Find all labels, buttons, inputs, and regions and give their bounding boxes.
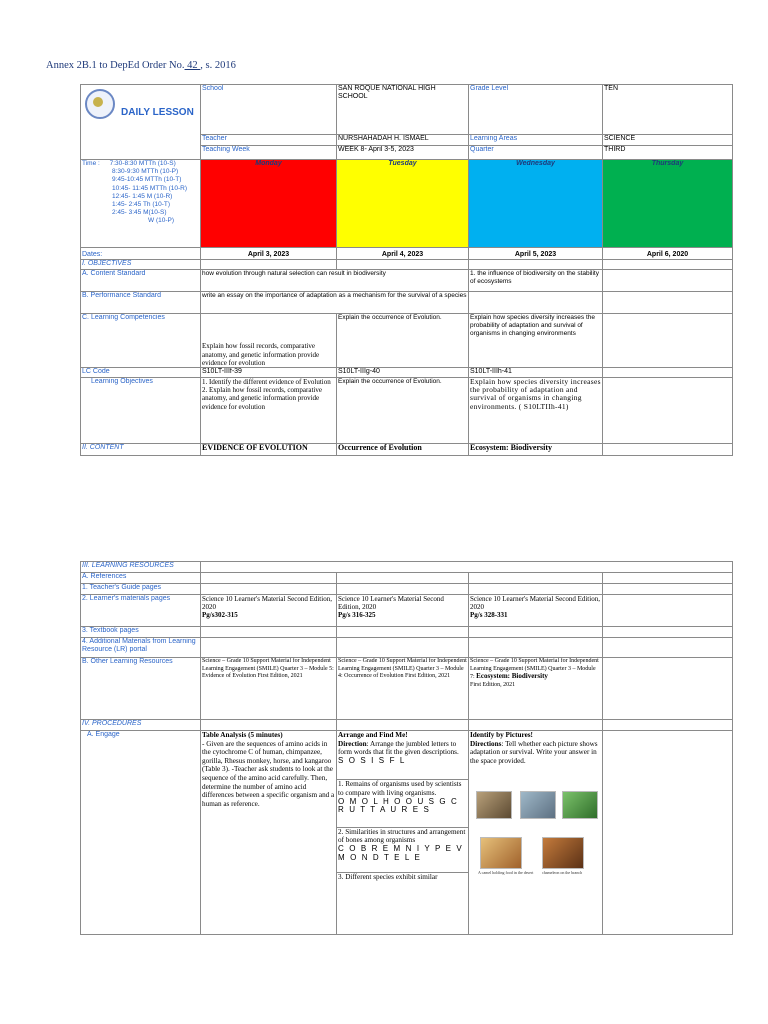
lc-code-wednesday: S10LT-IIIh-41 bbox=[469, 368, 603, 378]
objectives-label: I. OBJECTIVES bbox=[81, 260, 201, 270]
engage-body: - Given are the sequences of amino acids in the cytochrome C of human, chimpanzee, gorilla, Rhesus monkey, horse, and kangaroo (Table 3). -Teacher ask students to look at the sequence of the amino acid carefully. Then, determine the number of amino acid differences between a specific organism and a human as reference. bbox=[202, 739, 335, 808]
time-line: 10:45- 11:45 MTTh (10-R) bbox=[112, 184, 188, 192]
competency-tuesday: Explain the occurrence of Evolution. bbox=[337, 314, 469, 368]
lm-pages: Pg/s 328-331 bbox=[470, 611, 508, 620]
references-label: A. References bbox=[81, 573, 201, 584]
engage-monday bbox=[201, 731, 337, 935]
engage-label: A. Engage bbox=[81, 731, 201, 935]
jumble-question: 1. Remains of organisms used by scientists to compare with living organisms. bbox=[338, 780, 462, 797]
dates-label: Dates: bbox=[81, 248, 201, 260]
picture-caption: chameleon on the branch bbox=[542, 870, 583, 876]
lm-tuesday bbox=[337, 595, 469, 627]
daily-lesson-title: DAILY LESSON bbox=[121, 107, 194, 118]
animal-picture bbox=[476, 791, 512, 819]
teachers-guide-label: 1. Teacher's Guide pages bbox=[81, 584, 201, 595]
learning-objectives-label: Learning Objectives bbox=[81, 378, 201, 444]
chameleon-picture bbox=[542, 837, 584, 869]
day-monday bbox=[201, 160, 337, 248]
lm-wednesday bbox=[469, 595, 603, 627]
other-resources-monday: Science – Grade 10 Support Material for Independent Learning Engagement (SMILE) Quarter 3 – Module 5: Evidence of Evolution First Edition, 2021 bbox=[201, 658, 337, 720]
day-label: Tuesday bbox=[388, 160, 417, 167]
time-line: W (10-P) bbox=[148, 217, 174, 225]
lm-monday bbox=[201, 595, 337, 627]
other-resources-wednesday bbox=[469, 658, 603, 720]
engage-title: Arrange and Find Me! bbox=[338, 731, 408, 739]
engage-title: Table Analysis (5 minutes) bbox=[202, 731, 283, 739]
content-tuesday: Occurrence of Evolution bbox=[337, 444, 469, 456]
day-tuesday bbox=[337, 160, 469, 248]
camel-picture bbox=[480, 837, 522, 869]
logo-cell bbox=[81, 85, 201, 160]
day-label: Monday bbox=[255, 160, 282, 167]
learning-areas-value: SCIENCE bbox=[603, 135, 733, 146]
jumbled-word: O M O L H O O U S G C R U T T A U R E S bbox=[338, 796, 459, 815]
quarter-label: Quarter bbox=[469, 146, 603, 160]
lm-text: Science 10 Learner's Material Second Edition, 2020 bbox=[470, 595, 600, 612]
direction-text: : Tell whether each picture shows adaptation or survival. Write your answer in the space provided. bbox=[470, 739, 598, 765]
learning-resources-label: III. LEARNING RESOURCES bbox=[81, 562, 201, 573]
learning-areas-label: Learning Areas bbox=[469, 135, 603, 146]
teaching-week-label: Teaching Week bbox=[201, 146, 337, 160]
annex-order-no: 42 bbox=[184, 60, 201, 71]
engage-wednesday bbox=[469, 731, 603, 935]
objectives-wednesday: Explain how species diversity increases the probability of adaptation and survival of organisms in changing environments. ( S10LTIIh-41) bbox=[469, 378, 603, 444]
annex-prefix: Annex 2B.1 to DepEd Order No. bbox=[46, 60, 185, 71]
engage-tuesday bbox=[337, 731, 469, 935]
objective-item: 2. Explain how fossil records, comparative anatomy, and genetic information provide evidence for evolution bbox=[202, 386, 322, 411]
day-label: Wednesday bbox=[516, 160, 555, 167]
procedures-label: IV. PROCEDURES bbox=[81, 720, 201, 731]
teaching-week-value: WEEK 8- April 3-5, 2023 bbox=[337, 146, 469, 160]
content-label: II. CONTENT bbox=[81, 444, 201, 456]
time-label: Time : bbox=[82, 160, 100, 167]
teacher-value: NURSHAHADAH H. ISMAEL bbox=[337, 135, 469, 146]
content-standard-label: A. Content Standard bbox=[81, 270, 201, 292]
school-value: SAN ROQUE NATIONAL HIGH SCHOOL bbox=[337, 85, 469, 135]
jumbled-word: S O S I S F L bbox=[338, 755, 406, 765]
quarter-value: THIRD bbox=[603, 146, 733, 160]
picture-caption: A camel holding food in the desert bbox=[478, 870, 534, 876]
textbook-pages-label: 3. Textbook pages bbox=[81, 627, 201, 638]
other-resources-module: Ecosystem: Biodiversity bbox=[476, 672, 548, 681]
content-monday: EVIDENCE OF EVOLUTION bbox=[201, 444, 337, 456]
time-line: 8:30-9:30 MTTh (10-P) bbox=[112, 168, 179, 176]
learning-competencies-label: C. Learning Competencies bbox=[81, 314, 201, 368]
time-line: 12:45- 1:45 M (10-R) bbox=[112, 192, 173, 200]
jumbled-word: C O B R E M N I Y P E V M O N D T E L E bbox=[338, 843, 464, 862]
animal-picture bbox=[562, 791, 598, 819]
performance-standard-label: B. Performance Standard bbox=[81, 292, 201, 314]
objectives-tuesday: Explain the occurrence of Evolution. bbox=[337, 378, 469, 444]
objectives-monday bbox=[201, 378, 337, 444]
performance-standard-mon-tue: write an essay on the importance of adaptation as a mechanism for the survival of a species bbox=[201, 292, 469, 314]
school-label: School bbox=[201, 85, 337, 135]
day-label: Thursday bbox=[651, 160, 684, 167]
time-line: 2:45- 3:45 M(10-S) bbox=[112, 209, 167, 217]
daily-lesson-log-table-2 bbox=[80, 561, 733, 935]
teacher-label: Teacher bbox=[201, 135, 337, 146]
date-wednesday: April 5, 2023 bbox=[469, 248, 603, 260]
daily-lesson-log-table-1 bbox=[80, 84, 733, 456]
competency-wednesday: Explain how species diversity increases the probability of adaptation and survival of organisms in changing environments bbox=[469, 314, 603, 368]
direction-text: : Arrange the jumbled letters to form words that fit the given descriptions. bbox=[338, 739, 459, 757]
time-line: 1:45- 2:45 Th (10-T) bbox=[112, 201, 171, 209]
content-standard-wed: 1. the influence of biodiversity on the stability of ecosystems bbox=[469, 270, 603, 292]
additional-materials-label: 4. Additional Materials from Learning Resource (LR) portal bbox=[81, 638, 201, 658]
other-resources-label: B. Other Learning Resources bbox=[81, 658, 201, 720]
day-wednesday bbox=[469, 160, 603, 248]
direction-label: Direction bbox=[338, 739, 367, 748]
time-line: 9:45-10:45 MTTh (10-T) bbox=[112, 176, 182, 184]
date-monday: April 3, 2023 bbox=[201, 248, 337, 260]
other-resources-text: Science – Grade 10 Support Material for Independent Learning Engagement (SMILE) Quarter 3 – Module 7: bbox=[470, 658, 599, 681]
annex-suffix: , s. 2016 bbox=[200, 60, 236, 71]
lm-pages: Pg/s 316-325 bbox=[338, 611, 376, 620]
engage-title: Identify by Pictures! bbox=[470, 731, 533, 739]
content-wednesday: Ecosystem: Biodiversity bbox=[469, 444, 603, 456]
time-line: 7:30-8:30 MTTh (10-S) bbox=[109, 160, 176, 167]
animal-picture bbox=[520, 791, 556, 819]
lc-code-tuesday: S10LT-IIIg-40 bbox=[337, 368, 469, 378]
date-thursday: April 6, 2020 bbox=[603, 248, 733, 260]
other-resources-tuesday: Science – Grade 10 Support Material for Independent Learning Engagement (SMILE) Quarter 3 – Module 4: Occurrence of Evolution First Edition, 2021 bbox=[337, 658, 469, 720]
jumble-question: 3. Different species exhibit similar bbox=[338, 873, 438, 882]
lm-text: Science 10 Learner's Material Second Edition, 2020 bbox=[338, 595, 444, 612]
learners-materials-label: 2. Learner's materials pages bbox=[81, 595, 201, 627]
objective-item: 1. Identify the different evidence of Evolution bbox=[202, 378, 331, 386]
competency-monday: Explain how fossil records, comparative anatomy, and genetic information provide evidence for evolution bbox=[201, 314, 337, 368]
other-resources-edition: First Edition, 2021 bbox=[470, 681, 516, 688]
annex-header bbox=[46, 60, 236, 71]
lm-pages: Pg/s302-315 bbox=[202, 611, 238, 620]
deped-seal-icon bbox=[85, 89, 115, 119]
lc-code-label: LC Code bbox=[81, 368, 201, 378]
pictures-area bbox=[470, 765, 601, 875]
grade-level-value: TEN bbox=[603, 85, 733, 135]
day-thursday bbox=[603, 160, 733, 248]
direction-label: Directions bbox=[470, 739, 502, 748]
date-tuesday: April 4, 2023 bbox=[337, 248, 469, 260]
lm-text: Science 10 Learner's Material Second Edition, 2020 bbox=[202, 595, 332, 612]
time-cell bbox=[81, 160, 201, 248]
lc-code-monday: S10LT-IIIf-39 bbox=[201, 368, 337, 378]
content-standard-mon-tue: how evolution through natural selection can result in biodiversity bbox=[201, 270, 469, 292]
jumble-question: 2. Similarities in structures and arrangement of bones among organisms bbox=[338, 827, 466, 845]
grade-level-label: Grade Level bbox=[469, 85, 603, 135]
